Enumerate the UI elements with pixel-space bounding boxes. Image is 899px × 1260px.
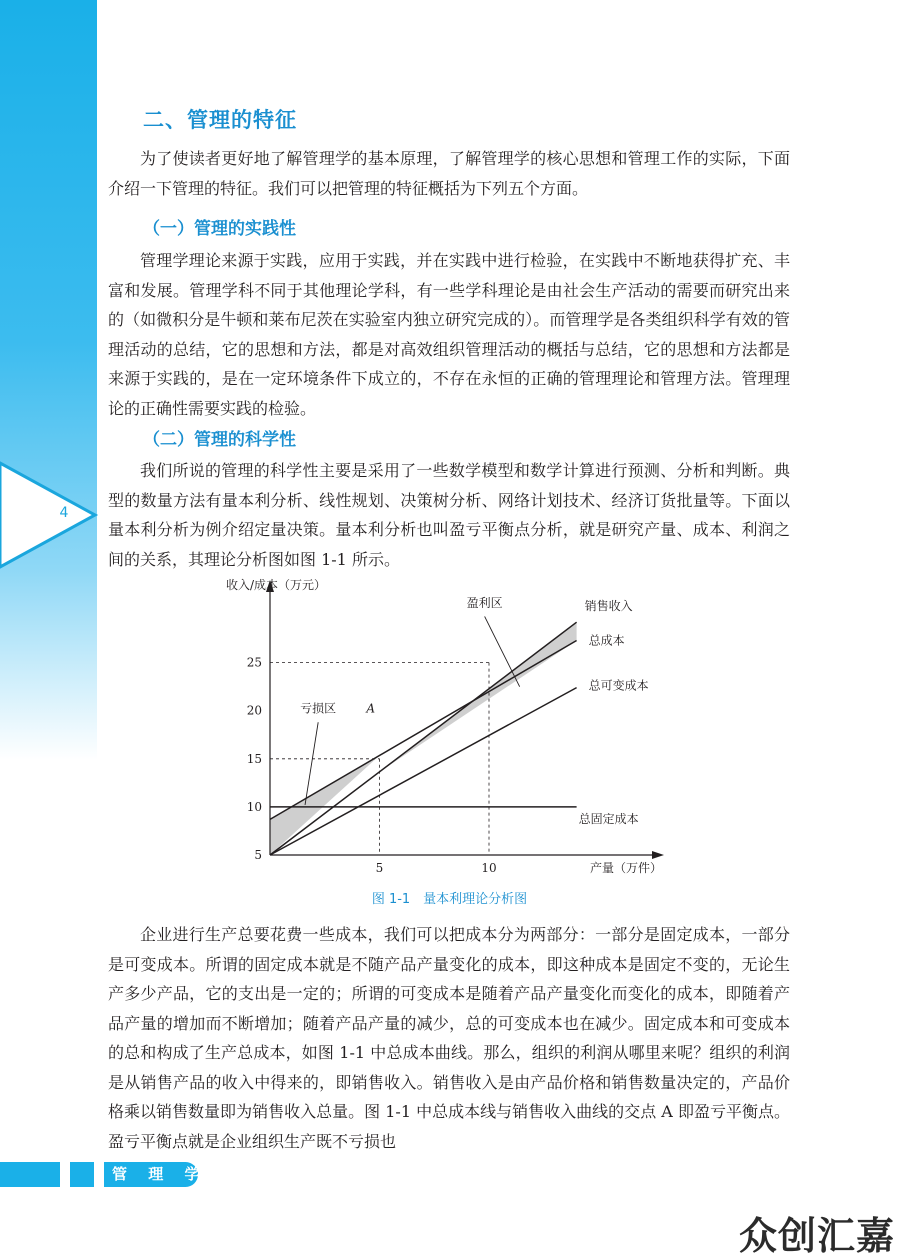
y-tick-label: 10 <box>246 799 262 814</box>
footer-block <box>0 1162 60 1187</box>
left-color-band <box>0 0 97 760</box>
x-tick-label: 10 <box>481 861 497 875</box>
figure-caption: 图 1-1 量本利理论分析图 <box>371 892 528 907</box>
series-line <box>270 640 577 819</box>
cost-paragraph: 企业进行生产总要花费一些成本，我们可以把成本分为两部分：一部分是固定成本，一部分是可变成本。所谓的固定成本就是不随产品产量变化的成本，即这种成本是固定不变的，无论生产多少产品，它的支出是一定的；所谓的可变成本是随着产品产量变化而变化的成本，即随着产品产量的增加而不断增加；随着产品产量的减少，总的可变成本也在减少。固定成本和可变成本的总和构成了生产总成本，如图 1-1 中总成本曲线。那么，组织的利润从哪里来呢？组织的利润是从销售产品的收入中得来的，即销售收入。销售收入是由产品价格和销售数量决定的，产品价格乘以销售数量即为销售收入总量。图 1-1 中总成本线与销售收入曲线的交点 A 即盈亏平衡点。盈亏平衡点就是企业组织生产既不亏损也 <box>108 925 790 1151</box>
footer-block <box>70 1162 94 1187</box>
x-tick-label: 5 <box>375 861 384 875</box>
y-tick-label: 15 <box>246 751 262 766</box>
section-heading: 二、管理的特征 <box>143 108 297 132</box>
intro-paragraph: 为了使读者更好地了解管理学的基本原理，了解管理学的核心思想和管理工作的实际，下面介绍一下管理的特征。我们可以把管理的特征概括为下列五个方面。 <box>108 149 790 198</box>
watermark-logo: 众创汇嘉 <box>738 1214 895 1258</box>
break-even-label: A <box>366 701 376 716</box>
break-even-chart <box>225 572 675 877</box>
series-label: 销售收入 <box>584 599 633 614</box>
y-axis-label: 收入/成本（万元） <box>226 578 327 592</box>
series-label: 总固定成本 <box>578 811 639 826</box>
footer-book-title: 管 理 学 <box>104 1162 198 1187</box>
series-label: 总成本 <box>588 633 625 648</box>
figure-chart <box>225 572 675 877</box>
science-paragraph: 我们所说的管理的科学性主要是采用了一些数学模型和数学计算进行预测、分析和判断。典型的数量方法有量本利分析、线性规划、决策树分析、网络计划技术、经济订货批量等。下面以量本利分析为例介绍定量决策。量本利分析也叫盈亏平衡点分析，就是研究产量、成本、利润之间的关系，其理论分析图如图 1-1 所示。 <box>108 461 790 569</box>
subsection-heading-practice: （一）管理的实践性 <box>143 219 296 239</box>
y-tick-label: 20 <box>246 703 262 718</box>
region-label: 盈利区 <box>466 595 503 610</box>
x-axis-arrow <box>652 851 664 859</box>
subsection-heading-science: （二）管理的科学性 <box>143 430 296 450</box>
region-label: 亏损区 <box>300 701 337 716</box>
page-number: 4 <box>59 505 69 521</box>
y-tick-label: 5 <box>254 848 262 862</box>
annotation-leader <box>485 616 520 686</box>
x-axis-label: 产量（万件） <box>590 861 663 875</box>
y-tick-label: 25 <box>246 655 262 670</box>
practice-paragraph: 管理学理论来源于实践，应用于实践，并在实践中进行检验，在实践中不断地获得扩充、丰富和发展。管理学科不同于其他理论学科，有一些学科理论是由社会生产活动的需要而研究出来的（如微积分是牛顿和莱布尼茨在实验室内独立研究完成的）。而管理学是各类组织科学有效的管理活动的总结，它的思想和方法，都是对高效组织管理活动的概括与总结，它的思想和方法都是来源于实践的，是在一定环境条件下成立的，不存在永恒的正确的管理理论和管理方法。管理理论的正确性需要实践的检验。 <box>108 251 790 418</box>
series-label: 总可变成本 <box>588 678 649 693</box>
loss-region <box>270 756 380 855</box>
